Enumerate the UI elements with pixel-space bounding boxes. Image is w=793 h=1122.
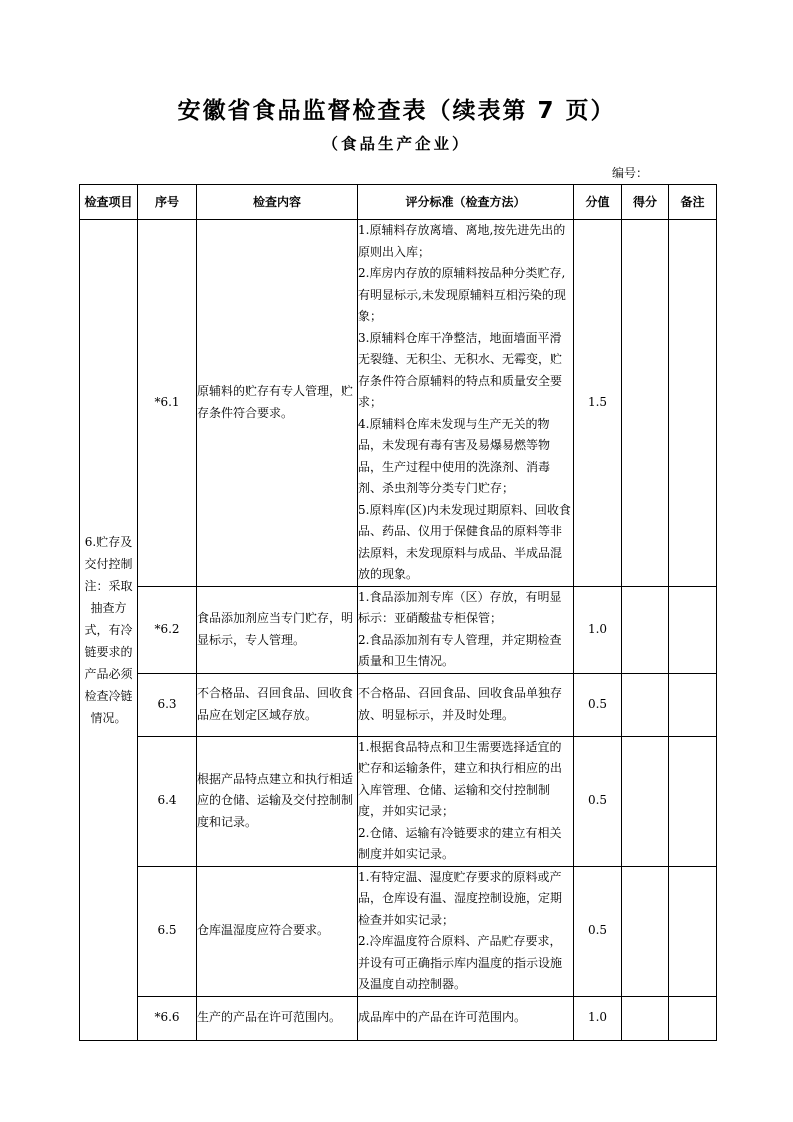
row-number: 6.3: [138, 673, 197, 736]
table-row: [80, 673, 717, 736]
inspection-table: [79, 184, 717, 1041]
criteria-item: 2.库房内存放的原辅料按品种分类贮存,有明显标示,未发现原辅料互相污染的现象；: [358, 266, 566, 323]
criteria-cell: [358, 996, 574, 1040]
criteria-item: 2.仓储、运输有冷链要求的建立有相关制度并如实记录。: [358, 825, 562, 861]
col-header-criteria: 评分标准（检查方法）: [358, 185, 574, 220]
row-number: *6.2: [138, 586, 197, 673]
criteria-item: 5.原料库(区)内未发现过期原料、回收食品、药品、仪用于保健食品的原料等非法原料，未发现原料与成品、半成品混放的现象。: [358, 502, 571, 581]
criteria-item: 1.原辅料存放离墙、离地,按先进先出的原则出入库；: [358, 223, 566, 259]
criteria-cell: [358, 736, 574, 866]
remark-cell[interactable]: [669, 996, 717, 1040]
criteria-item: 1.有特定温、湿度贮存要求的原料或产品，仓库设有温、湿度控制设施，定期检查并如实记录；: [358, 869, 563, 927]
remark-cell[interactable]: [669, 586, 717, 673]
got-score-cell[interactable]: [622, 220, 669, 587]
page-subtitle: （食品生产企业）: [322, 135, 471, 153]
criteria-item: 不合格品、召回食品、回收食品单独存放、明显标示，并及时处理。: [358, 686, 563, 722]
score-value: 1.0: [574, 996, 622, 1040]
criteria-cell: [358, 220, 574, 587]
category-cell: 6.贮存及交付控制注：采取抽查方式，有冷链要求的产品必须检查冷链情况。: [80, 220, 138, 1041]
remark-cell[interactable]: [669, 736, 717, 866]
criteria-item: 2.冷库温度符合原料、产品贮存要求，并设有可正确指示库内温度的指示设施及温度自动控制器。: [358, 934, 563, 991]
check-content: 不合格品、召回食品、回收食品应在划定区域存放。: [197, 673, 358, 736]
score-value: 1.5: [574, 220, 622, 587]
criteria-item: 1.食品添加剂专库（区）存放，有明显标示：亚硝酸盐专柜保管；: [358, 589, 562, 625]
criteria-cell: [358, 866, 574, 996]
page-title: 安徽省食品监督检查表（续表第 7 页）: [177, 98, 616, 124]
got-score-cell[interactable]: [622, 996, 669, 1040]
check-content: 生产的产品在许可范围内。: [197, 996, 358, 1040]
got-score-cell[interactable]: [622, 736, 669, 866]
score-value: 0.5: [574, 736, 622, 866]
criteria-item: 2.食品添加剂有专人管理，并定期检查质量和卫生情况。: [358, 632, 562, 668]
code-label: 编号：: [612, 166, 649, 180]
col-header-score: 分值: [574, 185, 622, 220]
col-header-content: 检查内容: [197, 185, 358, 220]
table-row: [80, 586, 717, 673]
row-number: 6.4: [138, 736, 197, 866]
criteria-item: 3.原辅料仓库干净整洁，地面墙面平滑无裂缝、无积尘、无积水、无霉变，贮存条件符合原辅料的特点和质量安全要求；: [358, 330, 563, 409]
check-content: 仓库温湿度应符合要求。: [197, 866, 358, 996]
got-score-cell[interactable]: [622, 673, 669, 736]
score-value: 1.0: [574, 586, 622, 673]
criteria-item: 1.根据食品特点和卫生需要选择适宜的贮存和运输条件，建立和执行相应的出入库管理、仓储、运输和交付控制制度，并如实记录；: [358, 739, 563, 818]
col-header-remark: 备注: [669, 185, 717, 220]
table-row: [80, 220, 717, 587]
criteria-item: 4.原辅料仓库未发现与生产无关的物品，未发现有毒有害及易爆易燃等物品，生产过程中使用的洗涤剂、消毒剂、杀虫剂等分类专门贮存；: [358, 416, 551, 495]
got-score-cell[interactable]: [622, 586, 669, 673]
got-score-cell[interactable]: [622, 866, 669, 996]
table-row: [80, 866, 717, 996]
table-row: [80, 736, 717, 866]
criteria-cell: [358, 586, 574, 673]
remark-cell[interactable]: [669, 866, 717, 996]
remark-cell[interactable]: [669, 673, 717, 736]
score-value: 0.5: [574, 866, 622, 996]
check-content: 根据产品特点建立和执行相适应的仓储、运输及交付控制制度和记录。: [197, 736, 358, 866]
criteria-item: 成品库中的产品在许可范围内。: [358, 1010, 527, 1025]
header-row: [80, 185, 717, 220]
remark-cell[interactable]: [669, 220, 717, 587]
row-number: 6.5: [138, 866, 197, 996]
table-row: [80, 996, 717, 1040]
score-value: 0.5: [574, 673, 622, 736]
check-content: 食品添加剂应当专门贮存，明显标示，专人管理。: [197, 586, 358, 673]
col-header-got: 得分: [622, 185, 669, 220]
row-number: *6.1: [138, 220, 197, 587]
row-number: *6.6: [138, 996, 197, 1040]
check-content: 原辅料的贮存有专人管理，贮存条件符合要求。: [197, 220, 358, 587]
col-header-no: 序号: [138, 185, 197, 220]
criteria-cell: [358, 673, 574, 736]
col-header-item: 检查项目: [80, 185, 138, 220]
